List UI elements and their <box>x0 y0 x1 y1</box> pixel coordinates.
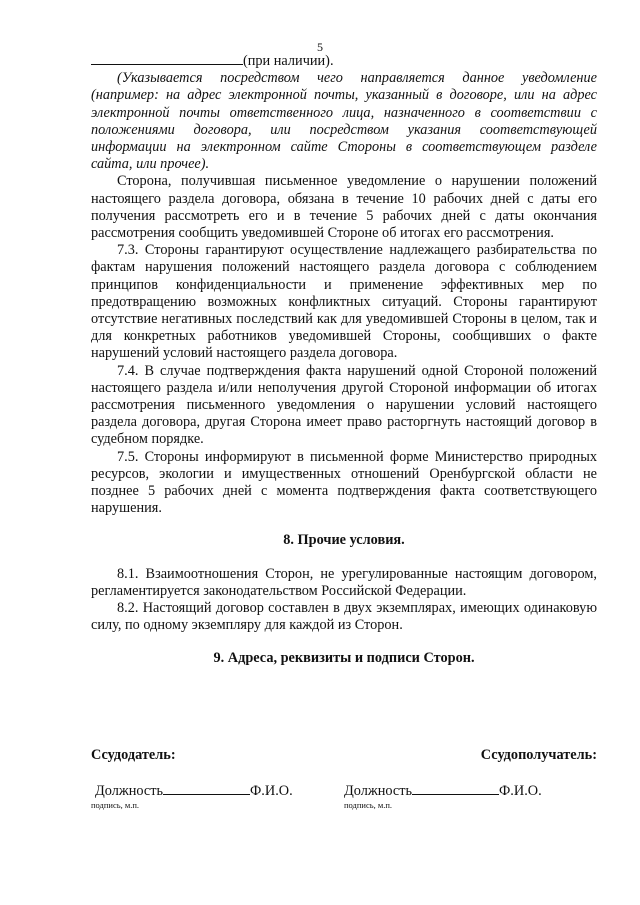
document-body <box>91 52 597 667</box>
paragraph-8-2: 8.2. Настоящий договор составлен в двух экземплярах, имеющих одинаковую силу, по одному экземпляру для каждой из Сторон. <box>91 600 597 634</box>
paragraph-7-4: 7.4. В случае подтверждения факта нарушений одной Стороной положений настоящего раздела и/или неполучения другой Стороной информации об итогах рассмотрения письменного уведомления о нарушении условий настоящего раздела договора, другая Сторона имеет право расторгнуть настоящий договор в судебном порядке. <box>91 362 597 448</box>
lender-label: Ссудодатель: <box>91 747 176 763</box>
lender-position-label: Должность <box>95 783 163 799</box>
borrower-signature-caption: подпись, м.п. <box>344 800 393 810</box>
paragraph-7-5: 7.5. Стороны информируют в письменной форме Министерство природных ресурсов, экологии и имущественных отношений Оренбургской области не позднее 5 рабочих дней с момента подтверждения факта соответствующего нарушения. <box>91 448 597 517</box>
paragraph-7-3: 7.3. Стороны гарантируют осуществление надлежащего разбирательства по фактам нарушения положений настоящего раздела договора с соблюдением принципов конфиденциальности и применение эффективных мер по предотвращению возможных конфликтных ситуаций. Стороны гарантируют отсутствие негативных последствий как для уведомившей Стороны в целом, так и для конкретных работников уведомившей Стороны, сообщивших о факте нарушений условий настоящего раздела договора. <box>91 242 597 362</box>
section-9-title: 9. Адреса, реквизиты и подписи Сторон. <box>213 649 475 666</box>
borrower-signature-line <box>344 782 542 800</box>
intro-line <box>91 52 597 70</box>
borrower-signature-blank <box>412 782 499 795</box>
borrower-position-label: Должность <box>344 783 412 799</box>
intro-line-text: (при наличии). <box>243 53 334 69</box>
lender-signature-blank <box>163 782 250 795</box>
borrower-fio-label: Ф.И.О. <box>499 783 542 799</box>
lender-signature-line <box>95 782 293 800</box>
borrower-label: Ссудополучатель: <box>480 747 597 763</box>
italic-note: (Указывается посредством чего направляется данное уведомление (например: на адрес электронной почты, указанный в договоре, или на адрес электронной почты ответственного лица, назначенного в соответствии с положениями договора, или посредством указания соответствующей информации на электронном сайте Стороны в соответствующем разделе сайта, или прочее). <box>91 70 597 173</box>
paragraph-8-1: 8.1. Взаимоотношения Сторон, не урегулированные настоящим договором, регламентируется законодательством Российской Федерации. <box>91 565 597 599</box>
lender-signature-caption: подпись, м.п. <box>91 800 140 810</box>
blank-underline <box>91 52 243 65</box>
section-8-title: 8. Прочие условия. <box>283 532 405 549</box>
page-number: 5 <box>317 40 323 54</box>
paragraph-notice: Сторона, получившая письменное уведомление о нарушении положений настоящего раздела договора, обязана в течение 10 рабочих дней с даты его получения рассмотреть его и в течение 5 рабочих дней с даты окончания рассмотрения сообщить уведомившей Стороне об итогах его рассмотрения. <box>91 173 597 242</box>
lender-fio-label: Ф.И.О. <box>250 783 293 799</box>
